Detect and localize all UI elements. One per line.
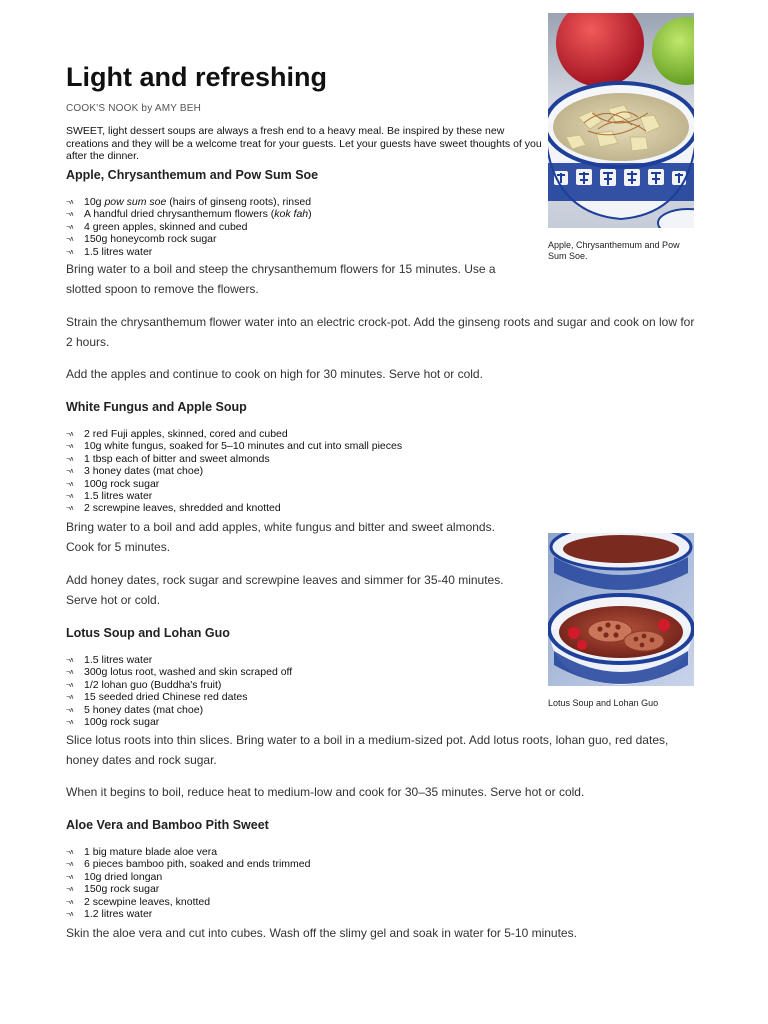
ingredient-item: ¬∧ 1 tbsp each of bitter and sweet almonds: [66, 452, 270, 465]
ingredient-item: ¬∧ 150g rock sugar: [66, 883, 160, 896]
recipe-step: When it begins to boil, reduce heat to medium-low and cook for 30–35 minutes. Serve hot or cold.: [66, 785, 585, 799]
ingredient-item: ¬∧ 3 honey dates (mat choe): [66, 465, 204, 478]
bullet-icon: ¬∧: [66, 669, 74, 677]
soup-bowl-illustration: [548, 13, 694, 228]
ingredient-item: ¬∧ 2 scewpine leaves, knotted: [66, 895, 211, 908]
ingredient-item: ¬∧ 300g lotus root, washed and skin scraped off: [66, 666, 293, 679]
recipe-step: Strain the chrysanthemum flower water into an electric crock-pot. Add the ginseng roots and sugar and cook on low for 2 hours.: [66, 315, 695, 349]
ingredient-list-white-fungus: [66, 428, 402, 515]
intro-paragraph: SWEET, light dessert soups are always a fresh end to a heavy meal. Be inspired by these new creations and they will be a welcome treat for your guests. Let your guests have sweet thoughts of you after the dinner.: [66, 125, 542, 163]
ingredient-item: ¬∧ 100g rock sugar: [66, 477, 160, 490]
recipe-step: Add the apples and continue to cook on high for 30 minutes. Serve hot or cold.: [66, 367, 483, 381]
recipe-title-apple-chrysanthemum: Apple, Chrysanthemum and Pow Sum Soe: [66, 168, 319, 182]
ingredient-item: ¬∧ 2 red Fuji apples, skinned, cored and cubed: [66, 428, 288, 440]
bullet-icon: ¬∧: [66, 849, 74, 856]
ingredient-item: ¬∧ 10g dried longan: [66, 870, 163, 883]
ingredient-list-aloe-vera: [66, 846, 310, 920]
ingredient-item: ¬∧ 10g pow sum soe (hairs of ginseng roots), rinsed: [66, 196, 312, 208]
ingredient-item: ¬∧ 15 seeded dried Chinese red dates: [66, 691, 248, 704]
bullet-icon: ¬∧: [66, 873, 74, 881]
recipe-title-white-fungus: White Fungus and Apple Soup: [66, 400, 247, 414]
photo-apple-chrysanthemum-soup: [548, 13, 694, 228]
bullet-icon: ¬∧: [66, 505, 74, 513]
recipe-step: Bring water to a boil and add apples, white fungus and bitter and sweet almonds. Cook for 5 minutes.: [66, 520, 495, 554]
recipe-step: Add honey dates, rock sugar and screwpine leaves and simmer for 35-40 minutes. Serve hot or cold.: [66, 573, 504, 607]
bullet-icon: ¬∧: [66, 861, 74, 869]
bullet-icon: ¬∧: [66, 911, 74, 919]
bullet-icon: ¬∧: [66, 431, 74, 438]
lotus-bowl-illustration: [548, 533, 694, 686]
recipe-step: Slice lotus roots into thin slices. Bring water to a boil in a medium-sized pot. Add lotus roots, lohan guo, red dates, honey dates and rock sugar.: [66, 733, 669, 767]
ingredient-item: ¬∧ 1.5 litres water: [66, 245, 153, 258]
article-title: Light and refreshing: [66, 62, 328, 92]
ingredient-item: ¬∧ A handful dried chrysanthemum flowers (kok fah): [66, 208, 312, 221]
bullet-icon: ¬∧: [66, 886, 74, 894]
bullet-icon: ¬∧: [66, 443, 74, 451]
recipe-step: Skin the aloe vera and cut into cubes. Wash off the slimy gel and soak in water for 5-10 minutes.: [66, 926, 577, 940]
bullet-icon: ¬∧: [66, 211, 74, 219]
ingredient-item: ¬∧ 1.5 litres water: [66, 490, 153, 503]
ingredient-item: ¬∧ 4 green apples, skinned and cubed: [66, 220, 248, 233]
bullet-icon: ¬∧: [66, 493, 74, 501]
ingredient-item: ¬∧ 1 big mature blade aloe vera: [66, 846, 218, 858]
byline: COOK'S NOOK by AMY BEH: [66, 103, 202, 114]
ingredient-item: ¬∧ 10g white fungus, soaked for 5–10 minutes and cut into small pieces: [66, 440, 403, 453]
bullet-icon: ¬∧: [66, 898, 74, 906]
ingredient-item: ¬∧ 1/2 lohan guo (Buddha's fruit): [66, 678, 222, 691]
bullet-icon: ¬∧: [66, 236, 74, 244]
bullet-icon: ¬∧: [66, 199, 74, 206]
bullet-icon: ¬∧: [66, 480, 74, 488]
ingredient-list-apple-chrysanthemum: [66, 196, 312, 258]
bullet-icon: ¬∧: [66, 706, 74, 714]
bullet-icon: ¬∧: [66, 681, 74, 689]
ingredient-item: ¬∧ 5 honey dates (mat choe): [66, 703, 204, 716]
bullet-icon: ¬∧: [66, 223, 74, 231]
photo-caption: Lotus Soup and Lohan Guo: [548, 698, 659, 708]
bullet-icon: ¬∧: [66, 248, 74, 256]
ingredient-item: ¬∧ 100g rock sugar: [66, 716, 160, 729]
ingredient-item: ¬∧ 1.5 litres water: [66, 654, 153, 666]
bullet-icon: ¬∧: [66, 455, 74, 463]
bullet-icon: ¬∧: [66, 694, 74, 702]
photo-lotus-soup: [548, 533, 694, 686]
photo-caption: Apple, Chrysanthemum and Pow Sum Soe.: [548, 240, 680, 261]
ingredient-item: ¬∧ 1.2 litres water: [66, 908, 153, 921]
bullet-icon: ¬∧: [66, 657, 74, 664]
bullet-icon: ¬∧: [66, 468, 74, 476]
ingredient-item: ¬∧ 6 pieces bamboo pith, soaked and ends trimmed: [66, 858, 311, 871]
ingredient-item: ¬∧ 2 screwpine leaves, shredded and knotted: [66, 502, 281, 515]
ingredient-list-lotus-soup: [66, 654, 292, 728]
bullet-icon: ¬∧: [66, 719, 74, 727]
recipe-title-aloe-vera: Aloe Vera and Bamboo Pith Sweet: [66, 818, 269, 832]
recipe-title-lotus-soup: Lotus Soup and Lohan Guo: [66, 626, 230, 640]
ingredient-item: ¬∧ 150g honeycomb rock sugar: [66, 233, 217, 246]
recipe-step: Bring water to a boil and steep the chrysanthemum flowers for 15 minutes. Use a slotted spoon to remove the flowers.: [66, 262, 496, 296]
